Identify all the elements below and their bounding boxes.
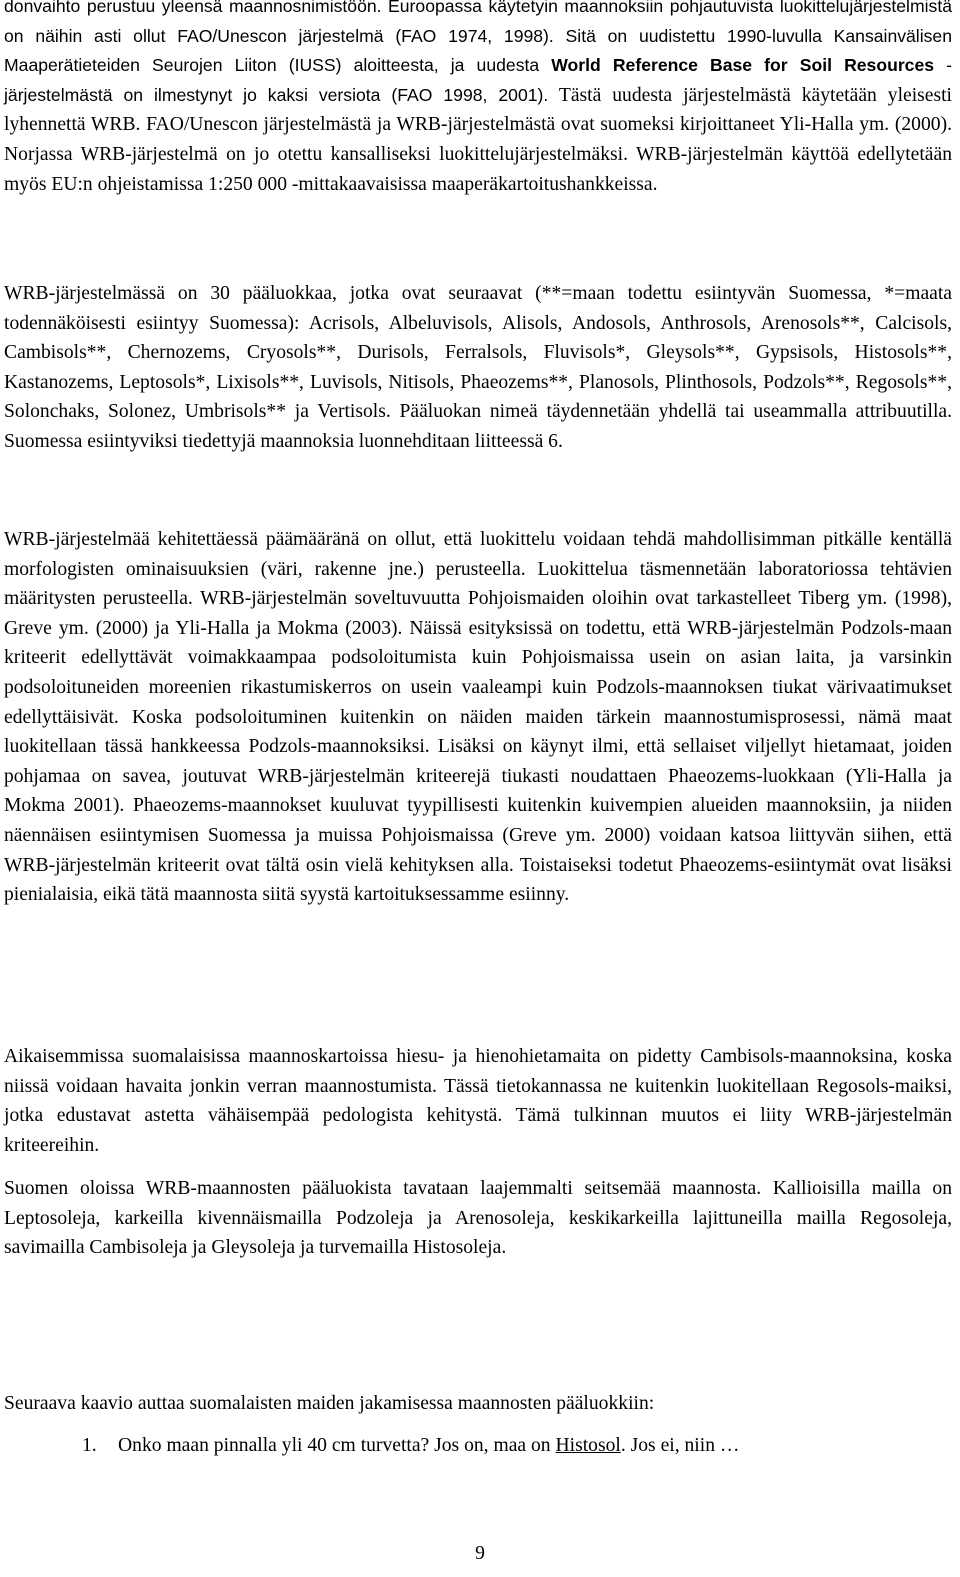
paragraph-fao-wrb-intro [4,0,952,199]
intro-serif-text: Tästä uudesta järjestelmästä käytetään yleisesti lyhennettä WRB. FAO/Unescon järjestelmästä ja WRB-järjestelmästä ovat suomeksi kirjoittaneet Yli-Halla ym. (2000). Norjassa WRB-järjestelmä on jo otettu kansalliseksi luokittelujärjestelmäksi. WRB-järjestelmän käyttöä edellytetään myös EU:n ohjeistamissa 1:250 000 -mittakaavaisissa maaperäkartoitushankkeissa. [4,84,952,195]
intro-sans-text: donvaihto perustuu yleensä maannosnimistöön. Euroopassa käytetyin maannoksiin pohjautuvista luokittelujärjestelmistä on näihin asti ollut FAO/Unescon järjestelmä (FAO 1974, 1998). Sitä on uudistettu 1990-luvulla Kansainvälisen Maaperätieteiden Seurojen Liiton (IUSS) aloitteesta, ja uudesta [4,0,952,76]
wrb-title-bold: World Reference Base for Soil Resources [551,55,935,76]
page-number: 9 [475,1543,485,1564]
paragraph-chart-intro: Seuraava kaavio auttaa suomalaisten maiden jakamisessa maannosten pääluokkiin: [4,1393,655,1414]
intro-sans-text-2: -järjestelmästä on ilmestynyt jo kaksi versiota (FAO 1998, 2001). [4,55,952,105]
paragraph-cambisols-regosols: Aikaisemmissa suomalaisissa maannoskartoissa hiesu- ja hienohietamaita on pidetty Cambisols-maannoksina, koska niissä voidaan havaita jonkin verran maannostumista. Tässä tietokannassa ne kuitenkin luokitellaan Regosols-maiksi, jotka edustavat astetta vähäisempää pedologista kehitystä. Tämä tulkinnan muutos ei liity WRB-järjestelmän kriteereihin. [4,1046,952,1156]
list-item [82,1431,739,1461]
list-item-text [118,1431,739,1461]
list-item-text-after: . Jos ei, niin … [620,1435,740,1456]
paragraph-wrb-development: WRB-järjestelmää kehitettäessä päämääränä on ollut, että luokittelu voidaan tehdä mahdollisimman pitkälle kentällä morfologisten ominaisuuksien (väri, rakenne jne.) perusteella. Luokittelua täsmennetään laboratoriossa tehtävien määritysten perusteella. WRB-järjestelmän soveltuvuutta Pohjoismaiden oloihin ovat tarkastelleet Tiberg ym. (1998), Greve ym. (2000) ja Yli-Halla ja Mokma (2003). Näissä esityksissä on todettu, että WRB-järjestelmän Podzols-maan kriteerit edellyttävät voimakkaampaa podsoloitumista kuin Pohjoismaissa usein on asian laita, ja varsinkin podsoloituneiden moreenien rikastumiskerros on usein vaaleampi kuin Podzols-maannoksen tiukat värivaatimukset edellyttäisivät. Koska podsoloituminen kuitenkin on näiden maiden tärkein maannostumisprosessi, nämä maat luokitellaan tässä hankkeessa Podzols-maannoksiksi. Lisäksi on käynyt ilmi, että sellaiset viljellyt hietamaat, joiden pohjamaa on savea, joutuvat WRB-järjestelmän kriteerejä tiukasti noudattaen Phaeozems-luokkaan (Yli-Halla ja Mokma 2001). Phaeozems-maannokset kuuluvat tyypillisesti kuitenkin kuivempien alueiden maannoksiin, ja niiden näennäisen esiintymisen Suomessa ja muissa Pohjoismaissa (Greve ym. 2000) voidaan katsoa liittyvän siihen, että WRB-järjestelmän kriteerit ovat tältä osin vielä kehityksen alla. Toistaiseksi todetut Phaeozems-esiintymät ovat lisäksi pienialaisia, eikä tätä maannosta siitä syystä kartoituksessamme esiinny. [4,529,952,906]
list-item-number: 1. [82,1435,97,1456]
paragraph-wrb-main-classes: WRB-järjestelmässä on 30 pääluokkaa, jotka ovat seuraavat (**=maan todettu esiintyvän Suomessa, *=maata todennäköisesti esiintyy Suomessa): Acrisols, Albeluvisols, Alisols, Andosols, Anthrosols, Arenosols**, Calcisols, Cambisols**, Chernozems, Cryosols**, Durisols, Ferralsols, Fluvisols*, Gleysols**, Gypsisols, Histosols**, Kastanozems, Leptosols*, Lixisols**, Luvisols, Nitisols, Phaeozems**, Planosols, Plinthosols, Podzols**, Regosols**, Solonchaks, Solonez, Umbrisols** ja Vertisols. Pääluokan nimeä täydennetään yhdellä tai useammalla attribuutilla. Suomessa esiintyviksi tiedettyjä maannoksia luonnehditaan liitteessä 6. [4,283,952,452]
classification-key-list [82,1431,739,1461]
list-item-text-before: Onko maan pinnalla yli 40 cm turvetta? Jos on, maa on [118,1435,556,1456]
histosol-link[interactable]: Histosol [555,1435,621,1456]
paragraph-finland-soils: Suomen oloissa WRB-maannosten pääluokista tavataan laajemmalti seitsemää maannosta. Kallioisilla mailla on Leptosoleja, karkeilla kivennäismailla Podzoleja ja Arenosoleja, keskikarkeilla lajittuneilla mailla Regosoleja, savimailla Cambisoleja ja Gleysoleja ja turvemailla Histosoleja. [4,1178,952,1259]
